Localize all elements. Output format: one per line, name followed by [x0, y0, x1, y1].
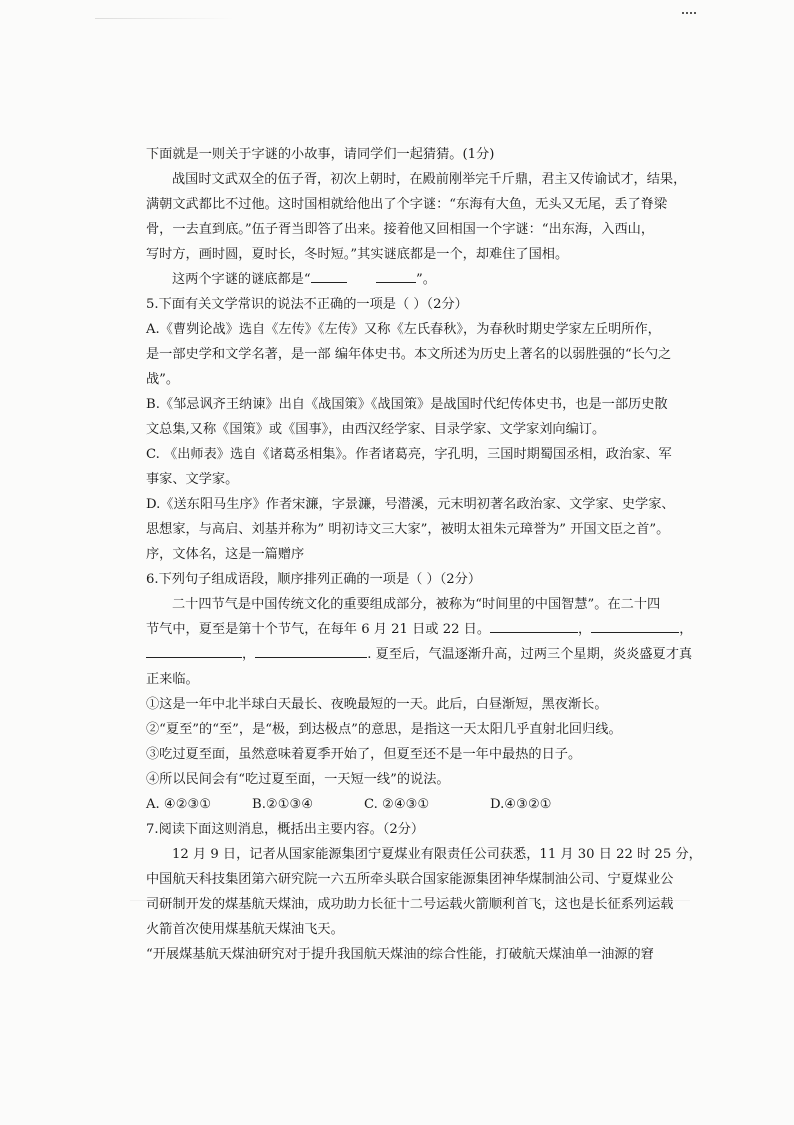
q7-passage: 司研制开发的煤基航天煤油，成功助力长征十二号运载火箭顺利首飞，这也是长征系列运载: [146, 897, 674, 912]
riddle-story-line: 骨，一去直到底。”伍子胥当即答了出来。接着他又回相国一个字谜：“出东海，入西山，: [146, 222, 655, 237]
q6-passage: 节气中，夏至是第十个节气，在每年 6 月 21 日或 22 日。 ， ，: [146, 617, 684, 642]
q6-sentence-1: ①这是一年中北半球白天最长、夜晚最短的一天。此后，白昼渐短，黑夜渐长。: [146, 697, 608, 712]
q6-option-a[interactable]: A. ④②③①: [146, 797, 212, 812]
riddle-intro: 下面就是一则关于字谜的小故事，请同学们一起猜猜。(1分): [146, 147, 495, 162]
q5-option-a-cont: 是一部史学和文学名著，是一部 编年体史书。本文所述为历史上著名的以弱胜强的“长勺之: [146, 347, 672, 362]
q5-option-a: A.《曹刿论战》选自《左传》《左传》又称《左氏春秋》，为春秋时期史学家左丘明所作，: [146, 322, 661, 337]
q6-sentence-3: ③吃过夏至面，虽然意味着夏季开始了，但夏至还不是一年中最热的日子。: [146, 747, 582, 762]
q5-option-d-cont: 思想家，与高启、刘基并称为” 明初诗文三大家”，被明太祖朱元璋誉为” 开国文臣之首”。: [146, 522, 670, 537]
answer-blank[interactable]: [311, 268, 347, 283]
q5-option-b-cont: 文总集,又称《国策》或《国事》，由西汉经学家、目录学家、文学家刘向编订。: [146, 422, 606, 437]
riddle-question-text: 这两个字谜的谜底都是“: [172, 272, 311, 287]
answer-blank[interactable]: [146, 643, 242, 658]
riddle-question-end: ”。: [415, 272, 436, 287]
q6-passage: 正来临。: [146, 672, 199, 687]
riddle-story-line: 写时方，画时圆，夏时长，冬时短。”其实谜底都是一个，却难住了国相。: [146, 247, 569, 262]
q7-passage: 火箭首次使用煤基航天煤油飞天。: [146, 922, 344, 937]
q7-passage: “开展煤基航天煤油研究对于提升我国航天煤油的综合性能，打破航天煤油单一油源的窘: [146, 947, 654, 962]
q5-option-d: D.《送东阳马生序》作者宋濂，字景濂，号潜溪，元末明初著名政治家、文学家、史学家、: [146, 497, 675, 512]
q7-passage: 12 月 9 日，记者从国家能源集团宁夏煤业有限责任公司获悉，11 月 30 日 22 时 25 分，: [172, 847, 702, 862]
riddle-story-line: 战国时文武双全的伍子胥，初次上朝时，在殿前刚举完千斤鼎，君主又传谕试才，结果，: [172, 172, 687, 187]
q5-option-c-cont: 事家、文学家。: [146, 472, 239, 487]
q6-option-b[interactable]: B.②①③④: [252, 797, 314, 812]
q5-option-b: B.《邹忌讽齐王纳谏》出自《战国策》《战国策》是战国时代纪传体史书，也是一部历史散: [146, 397, 668, 412]
q6-option-c[interactable]: C. ②④③①: [364, 797, 430, 812]
q6-passage-text: . 夏至后，气温逐渐升高，过两三个星期，炎炎盛夏才真: [367, 647, 693, 662]
q7-stem: 7.阅读下面这则消息，概括出主要内容。（2分）: [146, 822, 425, 837]
q5-option-a-cont: 战”。: [146, 372, 180, 387]
q6-options: [146, 792, 684, 817]
q6-sentence-2: ②“夏至”的“至”，是“极，到达极点”的意思，是指这一天太阳几乎直射北回归线。: [146, 722, 622, 737]
q6-stem: 6.下列句子组成语段，顺序排列正确的一项是（ ）（2分）: [146, 572, 482, 587]
q6-passage-text: 节气中，夏至是第十个节气，在每年 6 月 21 日或 22 日。: [146, 622, 491, 637]
q6-passage: 二十四节气是中国传统文化的重要组成部分，被称为“时间里的中国智慧”。在二十四: [172, 597, 661, 612]
q7-passage: 中国航天科技集团第六研究院一六五所牵头联合国家能源集团神华煤制油公司、宁夏煤业公: [146, 872, 674, 887]
q5-option-c: C. 《出师表》选自《诸葛丞相集》。作者诸葛亮，字孔明，三国时期蜀国丞相，政治家、军: [146, 447, 672, 462]
answer-blank[interactable]: [591, 618, 679, 633]
answer-blank[interactable]: [376, 268, 416, 283]
q5-stem: 5.下面有关文学常识的说法不正确的一项是（ ）（2分）: [146, 297, 468, 312]
q6-sentence-4: ④所以民间会有“吃过夏至面，一天短一线”的说法。: [146, 772, 450, 787]
q6-option-d[interactable]: D.④③②①: [490, 797, 552, 812]
riddle-question: [146, 267, 684, 292]
answer-blank[interactable]: [490, 618, 578, 633]
q5-option-d-cont: 序，文体名，这是一篇赠序: [146, 547, 305, 562]
scan-artifact: [95, 18, 235, 19]
exam-content: [146, 142, 702, 967]
riddle-story-line: 满朝文武都比不过他。这时国相就给他出了个字谜：“东海有大鱼，无头又无尾，丢了脊梁: [146, 197, 668, 212]
answer-blank[interactable]: [255, 643, 367, 658]
scan-artifact: [130, 900, 690, 901]
scan-corner-mark: [682, 6, 696, 14]
q6-passage: ， . 夏至后，气温逐渐升高，过两三个星期，炎炎盛夏才真: [146, 642, 684, 667]
